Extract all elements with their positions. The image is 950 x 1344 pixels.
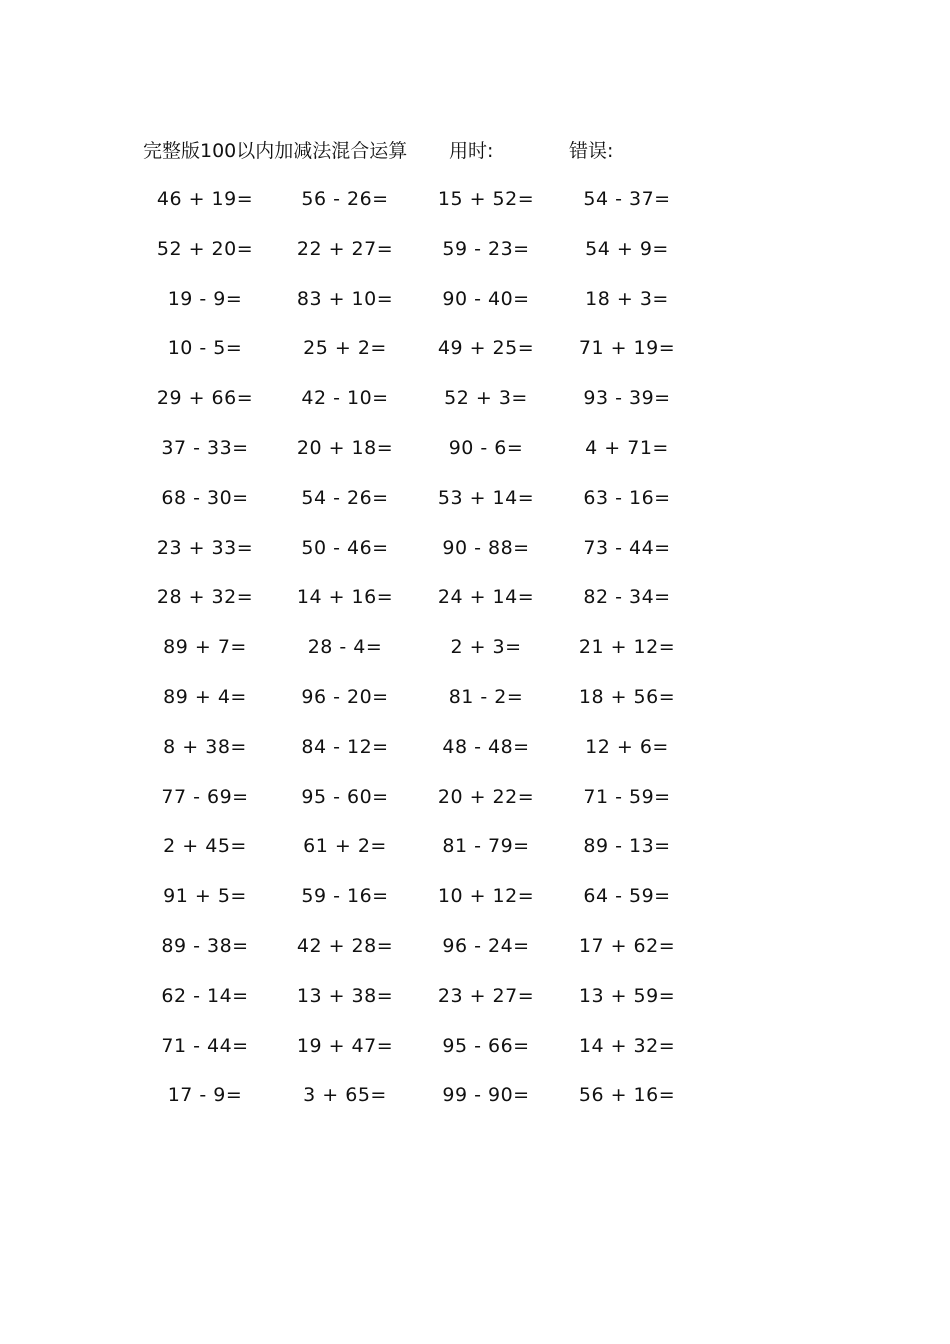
problem-row	[140, 781, 700, 831]
math-problem: 14 + 32=	[578, 1034, 676, 1057]
math-problem: 48 - 48=	[442, 735, 530, 758]
math-problem: 56 + 16=	[578, 1084, 676, 1107]
math-problem: 53 + 14=	[437, 486, 535, 509]
problem-row	[140, 731, 700, 781]
math-problem: 20 + 22=	[437, 785, 535, 808]
error-label: 错误:	[569, 140, 614, 162]
math-problem: 37 - 33=	[161, 436, 249, 459]
math-problem: 56 - 26=	[301, 188, 389, 210]
problem-row	[140, 432, 700, 482]
problem-row	[140, 1030, 700, 1080]
math-problem: 15 + 52=	[437, 188, 535, 210]
math-problem: 2 + 45=	[163, 835, 247, 858]
math-problem: 61 + 2=	[303, 835, 387, 858]
math-problem: 13 + 59=	[578, 984, 676, 1007]
math-problem: 23 + 27=	[437, 984, 535, 1007]
problem-row	[140, 930, 700, 980]
math-problem: 23 + 33=	[156, 536, 254, 559]
math-problem: 90 - 88=	[442, 536, 530, 559]
worksheet-title: 完整版100以内加减法混合运算	[143, 140, 408, 162]
problem-row	[140, 581, 700, 631]
math-problem: 8 + 38=	[163, 735, 247, 758]
math-problem: 20 + 18=	[296, 436, 394, 459]
math-problem: 59 - 16=	[301, 885, 389, 908]
math-problem: 49 + 25=	[437, 337, 535, 360]
math-problem: 29 + 66=	[156, 387, 254, 410]
math-problem: 82 - 34=	[583, 586, 671, 609]
math-problem: 42 + 28=	[296, 934, 394, 957]
math-problem: 93 - 39=	[583, 387, 671, 410]
math-problem: 54 - 26=	[301, 486, 389, 509]
problem-grid	[140, 183, 700, 1129]
math-problem: 52 + 20=	[156, 237, 254, 260]
math-problem: 83 + 10=	[296, 287, 394, 310]
math-problem: 28 + 32=	[156, 586, 254, 609]
problem-row	[140, 233, 700, 283]
math-problem: 18 + 3=	[585, 287, 669, 310]
problem-row	[140, 880, 700, 930]
problem-row	[140, 1079, 700, 1129]
math-problem: 89 + 4=	[163, 685, 247, 708]
math-problem: 89 + 7=	[163, 636, 247, 659]
math-problem: 95 - 60=	[301, 785, 389, 808]
math-problem: 52 + 3=	[444, 387, 528, 410]
math-problem: 19 + 47=	[296, 1034, 394, 1057]
math-problem: 46 + 19=	[156, 188, 254, 210]
math-problem: 19 - 9=	[167, 287, 243, 310]
math-problem: 24 + 14=	[437, 586, 535, 609]
math-problem: 10 - 5=	[167, 337, 243, 360]
math-problem: 99 - 90=	[442, 1084, 530, 1107]
math-problem: 10 + 12=	[437, 885, 535, 908]
problem-row	[140, 532, 700, 582]
math-problem: 3 + 65=	[303, 1084, 387, 1107]
problem-row	[140, 283, 700, 333]
math-problem: 96 - 20=	[301, 685, 389, 708]
math-problem: 50 - 46=	[301, 536, 389, 559]
math-problem: 28 - 4=	[307, 636, 383, 659]
math-problem: 89 - 13=	[583, 835, 671, 858]
math-problem: 63 - 16=	[583, 486, 671, 509]
problem-row	[140, 382, 700, 432]
math-problem: 91 + 5=	[163, 885, 247, 908]
math-problem: 12 + 6=	[585, 735, 669, 758]
math-problem: 22 + 27=	[296, 237, 394, 260]
math-problem: 71 - 44=	[161, 1034, 249, 1057]
math-problem: 71 - 59=	[583, 785, 671, 808]
math-problem: 64 - 59=	[583, 885, 671, 908]
math-problem: 96 - 24=	[442, 934, 530, 957]
math-problem: 2 + 3=	[450, 636, 522, 659]
math-problem: 54 + 9=	[585, 237, 669, 260]
math-problem: 54 - 37=	[583, 188, 671, 210]
math-problem: 84 - 12=	[301, 735, 389, 758]
math-problem: 13 + 38=	[296, 984, 394, 1007]
math-problem: 21 + 12=	[578, 636, 676, 659]
math-problem: 81 - 2=	[448, 685, 524, 708]
math-problem: 81 - 79=	[442, 835, 530, 858]
math-problem: 90 - 40=	[442, 287, 530, 310]
math-problem: 62 - 14=	[161, 984, 249, 1007]
math-problem: 42 - 10=	[301, 387, 389, 410]
math-problem: 14 + 16=	[296, 586, 394, 609]
math-problem: 17 + 62=	[578, 934, 676, 957]
problem-row	[140, 980, 700, 1030]
problem-row	[140, 183, 700, 233]
math-problem: 95 - 66=	[442, 1034, 530, 1057]
math-problem: 77 - 69=	[161, 785, 249, 808]
math-problem: 4 + 71=	[585, 436, 669, 459]
math-problem: 68 - 30=	[161, 486, 249, 509]
time-label: 用时:	[449, 140, 494, 162]
problem-row	[140, 830, 700, 880]
problem-row	[140, 482, 700, 532]
math-problem: 89 - 38=	[161, 934, 249, 957]
problem-row	[140, 332, 700, 382]
math-problem: 59 - 23=	[442, 237, 530, 260]
math-problem: 73 - 44=	[583, 536, 671, 559]
math-problem: 71 + 19=	[578, 337, 676, 360]
problem-row	[140, 631, 700, 681]
math-problem: 25 + 2=	[303, 337, 387, 360]
math-problem: 18 + 56=	[578, 685, 676, 708]
worksheet-header	[143, 136, 703, 166]
math-problem: 17 - 9=	[167, 1084, 243, 1107]
problem-row	[140, 681, 700, 731]
math-problem: 90 - 6=	[448, 436, 524, 459]
